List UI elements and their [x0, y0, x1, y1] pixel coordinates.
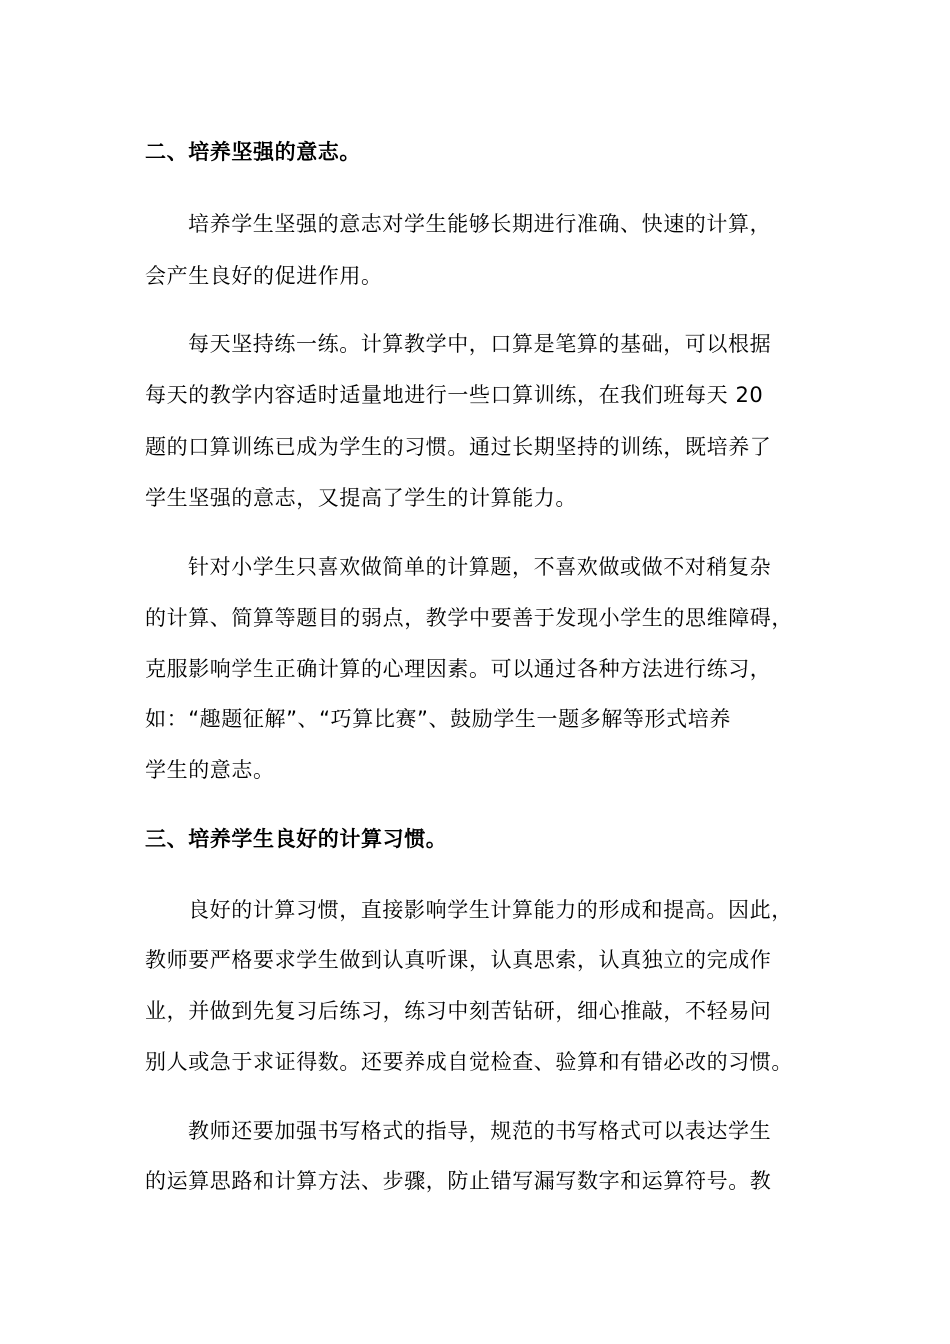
paragraph-line: 别人或急于求证得数。还要养成自觉检查、验算和有错必改的习惯。: [145, 1050, 793, 1074]
paragraph-line: 题的口算训练已成为学生的习惯。通过长期坚持的训练，既培养了: [145, 435, 772, 459]
paragraph-line: 学生的意志。: [145, 758, 275, 782]
paragraph-line: 克服影响学生正确计算的心理因素。可以通过各种方法进行练习，: [145, 657, 772, 681]
paragraph-line: 业，并做到先复习后练习，练习中刻苦钻研，细心推敲，不轻易问: [145, 999, 772, 1023]
paragraph-line: 的计算、简算等题目的弱点，教学中要善于发现小学生的思维障碍，: [145, 606, 793, 630]
paragraph-line: 学生坚强的意志，又提高了学生的计算能力。: [145, 486, 577, 510]
paragraph-line: 如：“趣题征解”、“巧算比赛”、鼓励学生一题多解等形式培养: [145, 707, 731, 731]
paragraph-line: 教师还要加强书写格式的指导，规范的书写格式可以表达学生: [188, 1119, 772, 1143]
paragraph-line: 良好的计算习惯，直接影响学生计算能力的形成和提高。因此，: [188, 898, 793, 922]
paragraph-line: 每天的教学内容适时适量地进行一些口算训练，在我们班每天 20: [145, 383, 764, 407]
paragraph-line: 的运算思路和计算方法、步骤，防止错写漏写数字和运算符号。教: [145, 1169, 772, 1193]
paragraph-line: 针对小学生只喜欢做简单的计算题，不喜欢做或做不对稍复杂: [188, 555, 772, 579]
section-heading-3: 三、培养学生良好的计算习惯。: [145, 827, 448, 851]
paragraph-line: 培养学生坚强的意志对学生能够长期进行准确、快速的计算，: [188, 212, 772, 236]
paragraph-line: 会产生良好的促进作用。: [145, 264, 383, 288]
paragraph-line: 教师要严格要求学生做到认真听课，认真思索，认真独立的完成作: [145, 948, 772, 972]
section-heading-2: 二、培养坚强的意志。: [145, 140, 361, 164]
paragraph-line: 每天坚持练一练。计算教学中，口算是笔算的基础，可以根据: [188, 332, 772, 356]
